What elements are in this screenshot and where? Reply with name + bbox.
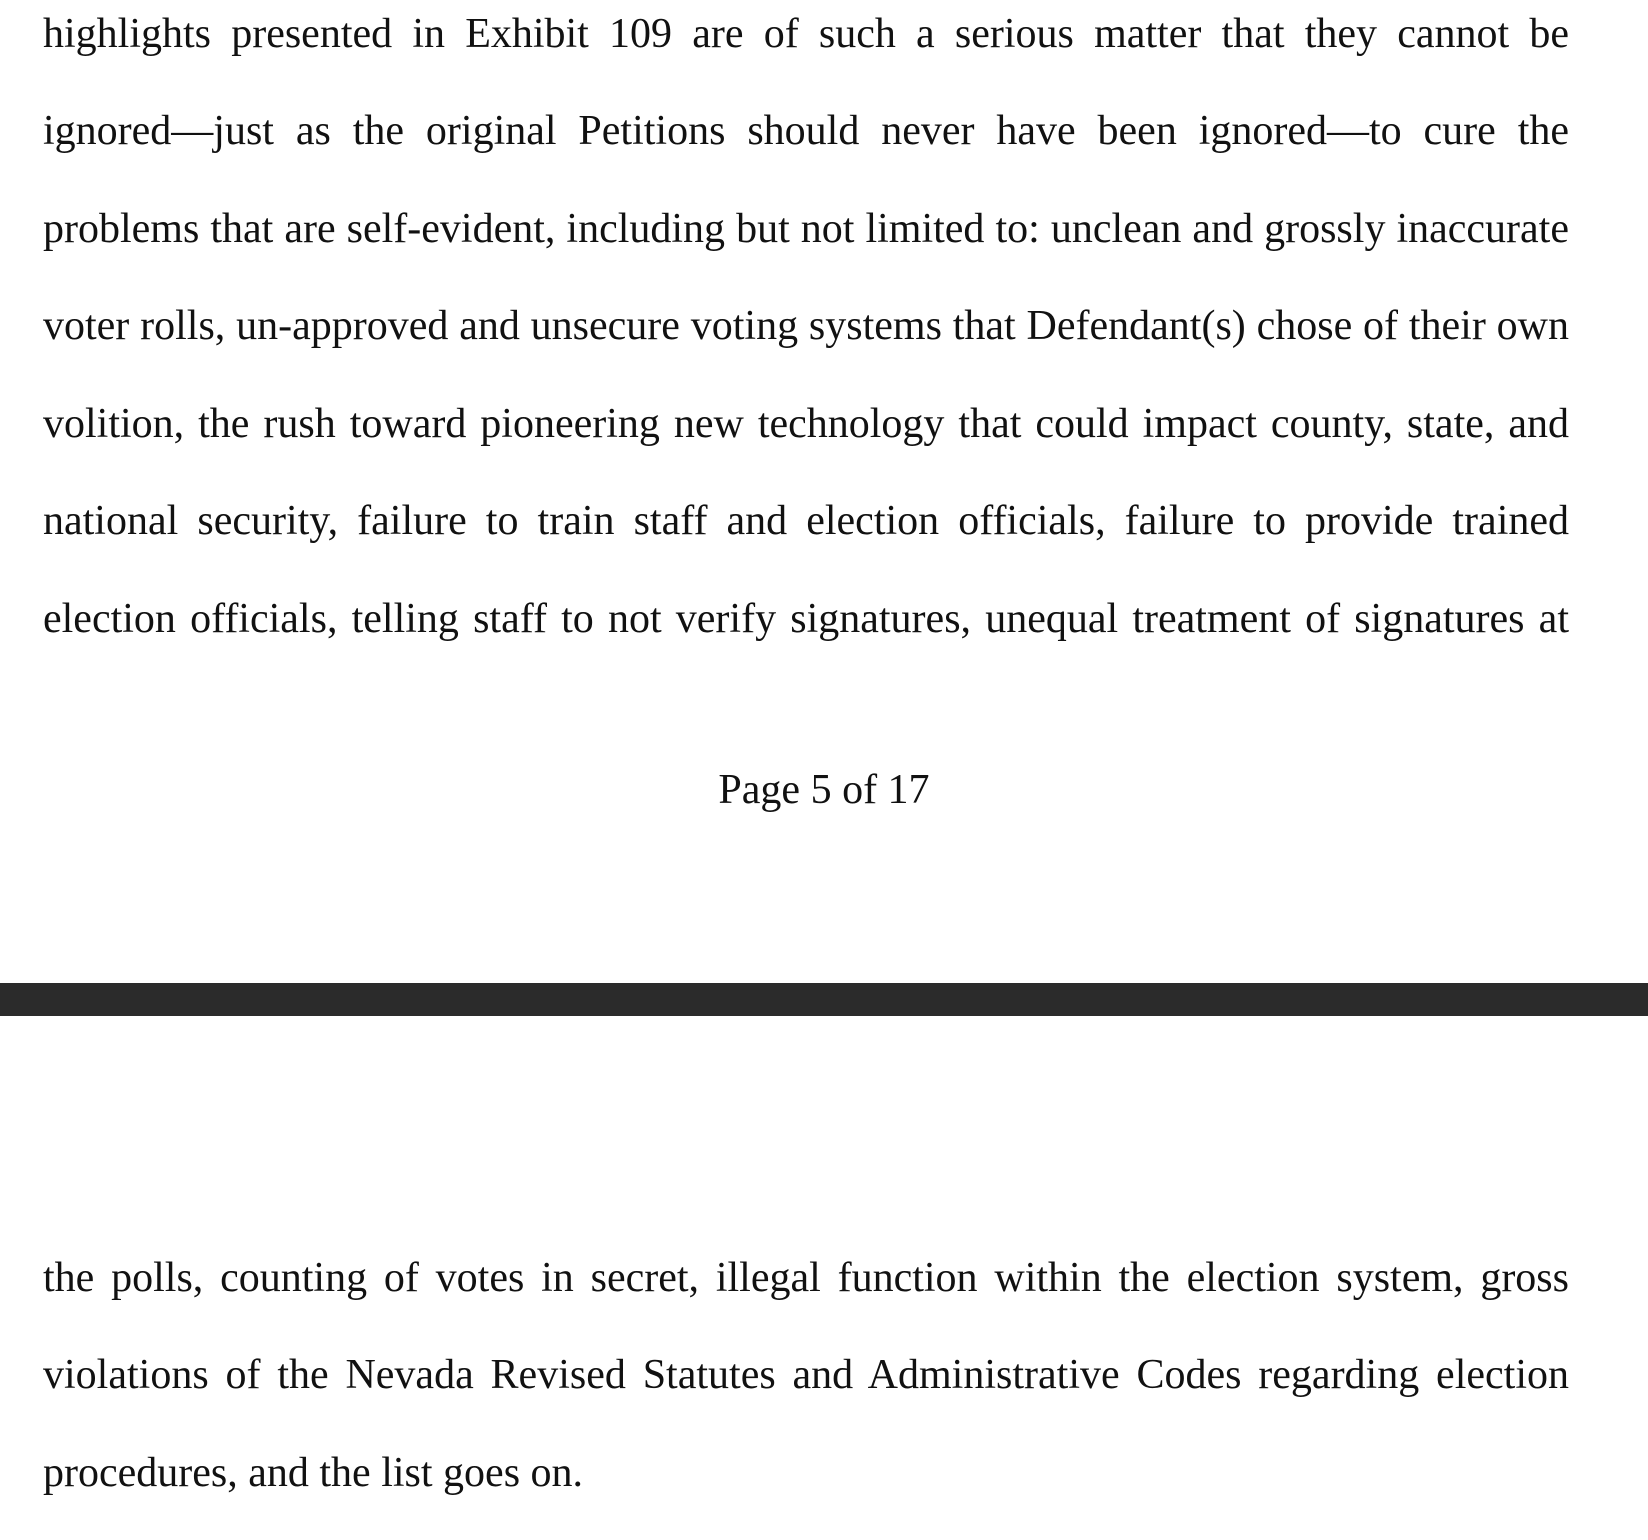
body-text-line-2: ignored—just as the original Petitions should never have been ignored—to cure the <box>43 108 1569 154</box>
body-text-line-1: highlights presented in Exhibit 109 are of such a serious matter that they cannot be <box>43 11 1569 57</box>
document-page-bottom <box>0 1016 1648 1540</box>
body-text-line-7: election officials, telling staff to not verify signatures, unequal treatment of signatures at <box>43 596 1569 642</box>
body-text-line-6: national security, failure to train staff and election officials, failure to provide trained <box>43 498 1569 544</box>
body-text-line-4: voter rolls, un-approved and unsecure voting systems that Defendant(s) chose of their own <box>43 303 1569 349</box>
page-separator <box>0 983 1648 1016</box>
body-text-line-10: procedures, and the list goes on. <box>43 1450 584 1496</box>
body-text-line-8: the polls, counting of votes in secret, illegal function within the election system, gross <box>43 1255 1569 1301</box>
body-text-line-3: problems that are self-evident, including but not limited to: unclean and grossly inaccurate <box>43 206 1569 252</box>
page-number: Page 5 of 17 <box>718 767 930 813</box>
body-text-line-5: volition, the rush toward pioneering new technology that could impact county, state, and <box>43 401 1569 447</box>
body-text-line-9: violations of the Nevada Revised Statutes and Administrative Codes regarding election <box>43 1352 1569 1398</box>
